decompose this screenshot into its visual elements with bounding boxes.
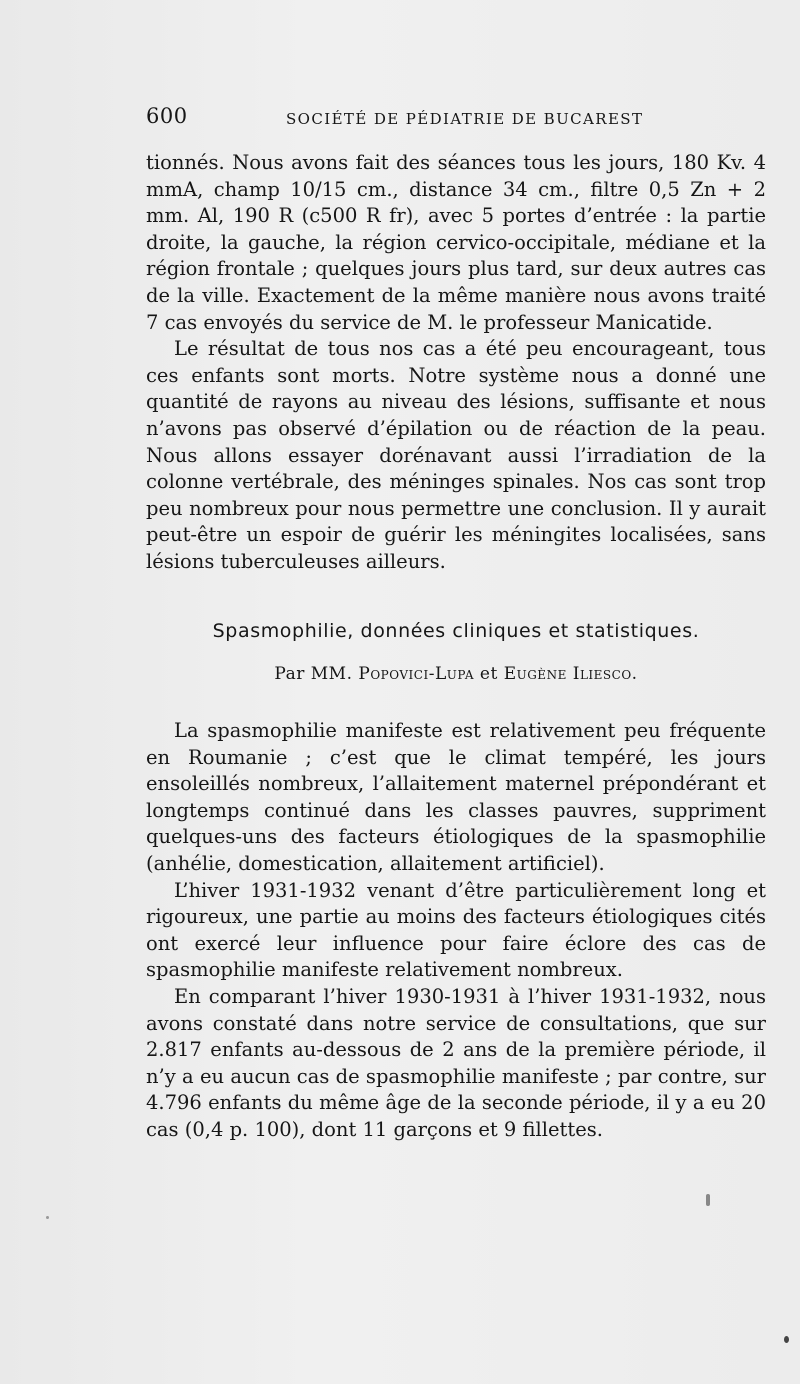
running-head: SOCIÉTÉ DE PÉDIATRIE DE BUCAREST xyxy=(286,110,644,128)
paragraph: Le résultat de tous nos cas a été peu encourageant, tous ces enfants sont morts. Notre système nous a donné une quantité de rayons au niveau des lésions, suffisante et nous n’avons pas observé d’épilation ou de réaction de la peau. Nous allons essayer dorénavant aussi l’irradiation de la colonne vertébrale, des méninges spinales. Nos cas sont trop peu nombreux pour nous permettre une conclusion. Il y aurait peut-être un espoir de guérir les méningites localisées, sans lésions tuberculeuses ailleurs. xyxy=(146,337,766,573)
scan-speck xyxy=(46,1216,49,1219)
paragraph: En comparant l’hiver 1930-1931 à l’hiver 1931-1932, nous avons constaté dans notre service de consultations, que sur 2.817 enfants au-dessous de 2 ans de la première période, il n’y a eu aucun cas de spasmophilie manifeste ; par contre, sur 4.796 enfants du même âge de la seconde période, il y a eu 20 cas (0,4 p. 100), dont 11 garçons et 9 fillettes. xyxy=(146,984,766,1141)
authors-suffix: . xyxy=(631,664,638,684)
scan-speck xyxy=(784,1336,789,1343)
page-number: 600 xyxy=(146,104,188,128)
paragraph: L’hiver 1931-1932 venant d’être particulièrement long et rigoureux, une partie au moins des facteurs étiologiques cités ont exercé leur influence pour faire éclore des cas de spasmophilie manifeste relativement nombreux. xyxy=(146,878,766,982)
page-header xyxy=(146,104,766,134)
paragraph: La spasmophilie manifeste est relativement peu fréquente en Roumanie ; c’est que le climat tempéré, les jours ensoleillés nombreux, l’allaitement maternel prépondérant et longtemps continué dans les classes pauvres, suppriment quelques-uns des facteurs étiologiques de la spasmophilie (anhélie, domestication, allaitement artificiel). xyxy=(146,719,766,875)
paragraph: tionnés. Nous avons fait des séances tous les jours, 180 Kv. 4 mmA, champ 10/15 cm., distance 34 cm., filtre 0,5 Zn + 2 mm. Al, 190 R (c500 R fr), avec 5 portes d’entrée : la partie droite, la gauche, la région cervico-occipitale, médiane et la région frontale ; quelques jours plus tard, sur deux autres cas de la ville. Exactement de la même manière nous avons traité 7 cas envoyés du service de M. le professeur Manicatide. xyxy=(146,151,766,334)
author-name: Popovici-Lupa xyxy=(358,664,474,684)
article-body xyxy=(146,718,766,1144)
scan-speck xyxy=(706,1194,710,1206)
article-authors xyxy=(146,664,766,684)
continuation-text xyxy=(146,150,766,576)
authors-joiner: et xyxy=(479,664,498,684)
authors-prefix: Par MM. xyxy=(274,664,353,684)
article-title: Spasmophilie, données cliniques et statistiques. xyxy=(212,620,700,642)
author-name: Eugène Iliesco xyxy=(503,664,632,684)
